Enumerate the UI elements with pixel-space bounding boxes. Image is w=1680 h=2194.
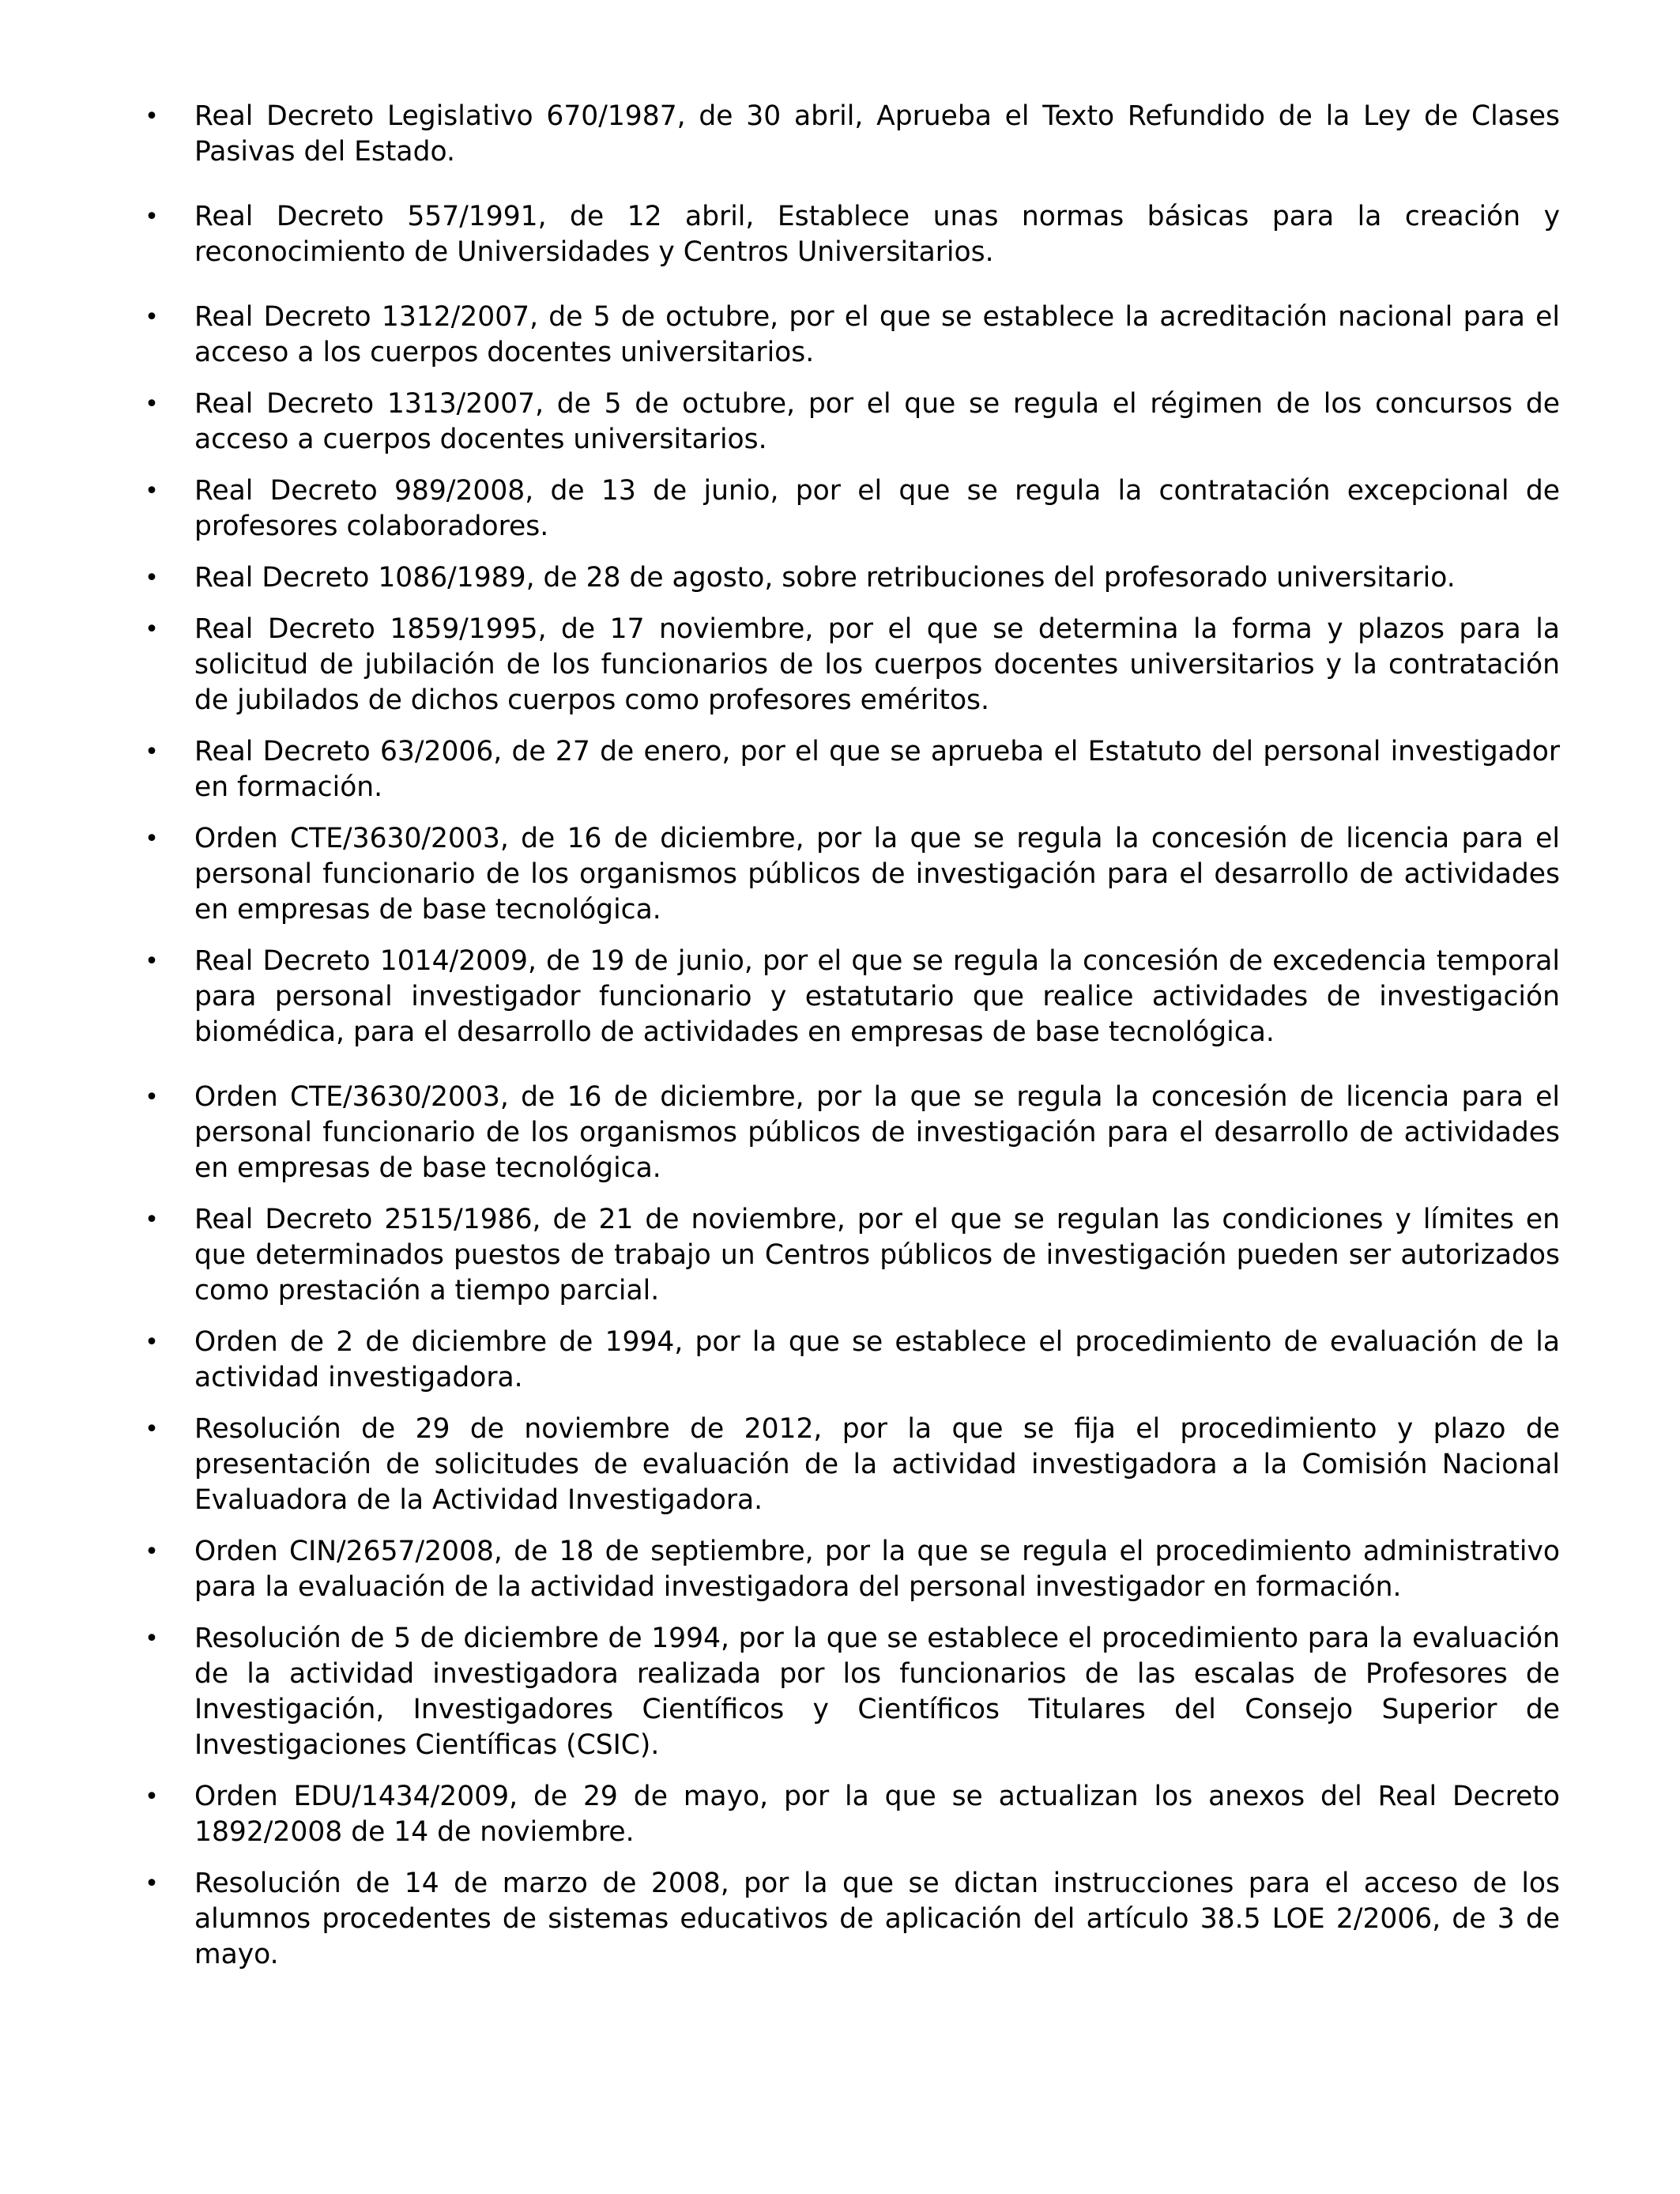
list-item (145, 1779, 1560, 1850)
list-item-text: Real Decreto 63/2006, de 27 de enero, por el que se aprueba el Estatuto del personal investigador en formación. (194, 736, 1560, 803)
list-item-text: Real Decreto Legislativo 670/1987, de 30 abril, Aprueba el Texto Refundido de la Ley de Clases Pasivas del Estado. (194, 100, 1560, 168)
list-item-text: Real Decreto 1014/2009, de 19 de junio, por el que se regula la concesión de excedencia temporal para personal investigador funcionario y estatutario que realice actividades de investigación biomédica, para el desarrollo de actividades en empresas de base tecnológica. (194, 945, 1560, 1048)
bullet-icon: • (145, 1084, 159, 1111)
list-item-text: Resolución de 5 de diciembre de 1994, por la que se establece el procedimiento para la evaluación de la actividad investigadora realizada por los funcionarios de las escalas de Profesores de Investigación, Investigadores Científicos y Científicos Titulares del Consejo Superior de Investigaciones Científicas (CSIC). (194, 1623, 1560, 1761)
list-item (145, 734, 1560, 805)
bullet-icon: • (145, 477, 159, 505)
list-item-text: Orden CTE/3630/2003, de 16 de diciembre, por la que se regula la concesión de licencia para el personal funcionario de los organismos públicos de investigación para el desarrollo de actividades en empresas de base tecnológica. (194, 1081, 1560, 1184)
list-item-text: Real Decreto 2515/1986, de 21 de noviembre, por el que se regulan las condiciones y límites en que determinados puestos de trabajo un Centros públicos de investigación pueden ser autorizados como prestación a tiempo parcial. (194, 1204, 1560, 1306)
list-item (145, 821, 1560, 928)
list-item (145, 300, 1560, 371)
bullet-icon: • (145, 1625, 159, 1653)
bullet-icon: • (145, 1329, 159, 1356)
bullet-icon: • (145, 1783, 159, 1811)
bullet-icon: • (145, 564, 159, 592)
bullet-icon: • (145, 1538, 159, 1566)
bullet-icon: • (145, 1206, 159, 1234)
legislation-list (145, 83, 1560, 1973)
bullet-icon: • (145, 948, 159, 975)
list-item (145, 99, 1560, 170)
bullet-icon: • (145, 103, 159, 130)
list-item (145, 560, 1560, 596)
list-item-text: Orden CIN/2657/2008, de 18 de septiembre, por la que se regula el procedimiento administrativo para la evaluación de la actividad investigadora del personal investigador en formación. (194, 1536, 1560, 1603)
bullet-icon: • (145, 303, 159, 331)
bullet-icon: • (145, 1870, 159, 1898)
bullet-icon: • (145, 616, 159, 643)
list-item (145, 1866, 1560, 1973)
list-item-text: Real Decreto 989/2008, de 13 de junio, por el que se regula la contratación excepcional de profesores colaboradores. (194, 475, 1560, 542)
bullet-icon: • (145, 203, 159, 231)
bullet-icon: • (145, 738, 159, 766)
list-item (145, 612, 1560, 718)
bullet-icon: • (145, 390, 159, 418)
list-item-text: Real Decreto 1313/2007, de 5 de octubre, por el que se regula el régimen de los concursos de acceso a cuerpos docentes universitarios. (194, 388, 1560, 455)
list-item (145, 1080, 1560, 1186)
list-item (145, 473, 1560, 545)
list-item-text: Real Decreto 1086/1989, de 28 de agosto, sobre retribuciones del profesorado universitario. (194, 562, 1456, 594)
list-item-text: Orden de 2 de diciembre de 1994, por la que se establece el procedimiento de evaluación de la actividad investigadora. (194, 1326, 1560, 1393)
list-item-text: Resolución de 14 de marzo de 2008, por la que se dictan instrucciones para el acceso de los alumnos procedentes de sistemas educativos de aplicación del artículo 38.5 LOE 2/2006, de 3 de mayo. (194, 1868, 1560, 1970)
bullet-icon: • (145, 825, 159, 853)
list-item-text: Real Decreto 1312/2007, de 5 de octubre, por el que se establece la acreditación nacional para el acceso a los cuerpos docentes universitarios. (194, 301, 1560, 368)
list-item (145, 1621, 1560, 1763)
list-item-text: Real Decreto 1859/1995, de 17 noviembre, por el que se determina la forma y plazos para la solicitud de jubilación de los funcionarios de los cuerpos docentes universitarios y la contratación de jubilados de dichos cuerpos como profesores eméritos. (194, 613, 1560, 716)
list-item-text: Orden CTE/3630/2003, de 16 de diciembre, por la que se regula la concesión de licencia para el personal funcionario de los organismos públicos de investigación para el desarrollo de actividades en empresas de base tecnológica. (194, 823, 1560, 925)
list-item (145, 1202, 1560, 1309)
list-item-text: Orden EDU/1434/2009, de 29 de mayo, por la que se actualizan los anexos del Real Decreto 1892/2008 de 14 de noviembre. (194, 1781, 1560, 1848)
list-item (145, 1412, 1560, 1518)
list-item-text: Resolución de 29 de noviembre de 2012, por la que se fija el procedimiento y plazo de presentación de solicitudes de evaluación de la actividad investigadora a la Comisión Nacional Evaluadora de la Actividad Investigadora. (194, 1413, 1560, 1516)
list-item (145, 199, 1560, 270)
list-item (145, 386, 1560, 458)
list-item (145, 1534, 1560, 1605)
list-item (145, 1325, 1560, 1396)
list-item-text: Real Decreto 557/1991, de 12 abril, Establece unas normas básicas para la creación y reconocimiento de Universidades y Centros Universitarios. (194, 201, 1560, 268)
list-item (145, 944, 1560, 1050)
bullet-icon: • (145, 1416, 159, 1443)
